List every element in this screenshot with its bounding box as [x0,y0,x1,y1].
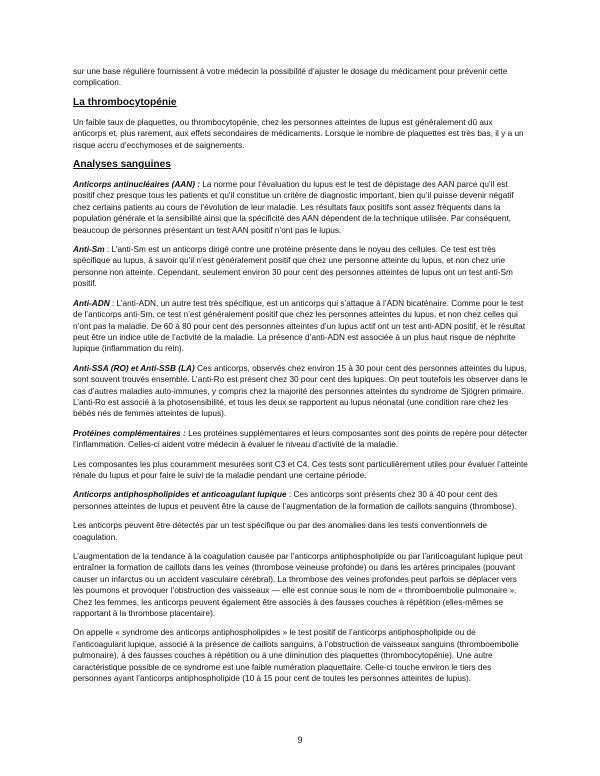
aan-term: Anticorps antinucléaires (AAN) : [73,180,200,190]
blood-tests-heading: Analyses sanguines [73,159,171,171]
antiphospholipid-term: Anticorps antiphospholipides et anticoagulant lupique [73,490,287,500]
intro-continuation-paragraph: sur une base régulière fournissent à votre médecin la possibilité d’ajuster le dosage du médicament pour prévenir cette complication. [73,67,508,88]
anti-adn-text: : L’anti-ADN, un autre test très spécifique, est un anticorps qui s’attaque à l’ADN bicaténaire. Comme pour le test de l’anticorps anti-Sm, ce test n’est généralement positif que chez les personnes atteintes du lupus, et non chez celles qui n’ont pas la maladie. De 60 à 80 pour cent des personnes atteintes d’un lupus actif ont un test anti-ADN positif, et le résultat peut être un indice utile de l’activité de la maladie. La présence d’anti-ADN est associée à un plus haut risque de néphrite lupique (inflammation du rein). [73,298,526,354]
anti-adn-term: Anti-ADN [73,298,110,308]
thrombocytopenia-heading: La thrombocytopénie [73,96,177,108]
complement-term: Protéines complémentaires : [73,428,186,438]
anti-adn-paragraph [73,298,528,355]
coagulation-paragraph: L’augmentation de la tendance à la coagulation causée par l’anticorps antiphospholipide ou par l’anticoagulant lupique peut entraîner la formation de caillots dans les veines (thrombose veineuse profonde) ou dans les artères principales (pouvant causer un infarctus ou un accident vasculaire cérébral). La thrombose des veines profondes peut parfois se déplacer vers les poumons et provoquer l’obstruction des vaisseaux — elle est connue sous le nom de « thromboembolie pulmonaire ». Chez les femmes, les anticorps peuvent également être associés à des fausses couches à répétition (elles-mêmes se rapportant à la thrombose placentaire). [73,552,523,619]
page-number: 9 [297,735,303,745]
aan-text: La norme pour l’évaluation du lupus est le test de dépistage des AAN parce qu’il est positif chez presque tous les patients et qu’il constitue un critère de diagnostic important, bien qu’il puisse devenir négatif chez certains patients au cours de l’évolution de leur maladie. Les résultats faux positifs sont assez fréquents dans la population générale et la sensibilité ainsi que la spécificité des AAN dépendent de la technique utilisée. Par conséquent, beaucoup de personnes présentant un test AAN positif n’ont pas le lupus. [73,180,514,235]
syndrome-paragraph: On appelle « syndrome des anticorps antiphospholipides » le test positif de l’anticorps antiphospholipide ou de l’anticoagulant lupique, associé à la présence de caillots sanguins, à l’obstruction de vaisseaux sanguins (thromboembolie pulmonaire), à des fausses couches à répétition ou à une diminution des plaquettes (thrombocytopénie). Une autre caractéristique possible de ce syndrome est une faible numération plaquettaire. Celle-ci touche environ le tiers des personnes ayant l’anticorps antiphospholipide (10 à 15 pour cent de toutes les personnes atteintes de lupus). [73,628,519,684]
anti-ssa-term: Anti-SSA (RO) et Anti-SSB (LA) [73,363,195,373]
aan-paragraph [73,179,528,236]
anti-sm-text: : L’anti-Sm est un anticorps dirigé contre une protéine présente dans le noyau des cellules. Ce test est très spécifique au lupus, à savoir qu’il n’est généralement positif que chez une personne atteinte du lupus, et non chez une personne non atteinte. Cependant, seulement environ 30 pour cent des personnes atteintes de lupus ont un test anti-Sm positif. [73,245,513,289]
complement-followup-paragraph: Les composantes les plus couramment mesurées sont C3 et C4. Ces tests sont particulièrement utiles pour évaluer l’atteinte rénale du lupus et pour faire le suivi de la maladie pendant une certaine période. [73,459,528,480]
antiphospholipid-paragraph [73,489,528,512]
complement-paragraph [73,428,528,451]
complement-text: Les protéines supplémentaires et leurs composantes sont des points de repère pour détecter l’inflammation. Celles-ci aident votre médecin à évaluer le niveau d’activité de la maladie. [73,428,528,450]
anti-sm-paragraph [73,244,528,290]
thrombocytopenia-paragraph: Un faible taux de plaquettes, ou thrombocytopénie, chez les personnes atteintes de lupus est généralement dû aux anticorps et, plus rarement, aux effets secondaires de médicaments. Lorsque le nombre de plaquettes est très bas, il y a un risque accru d’ecchymoses et de saignements. [73,117,524,150]
anti-ssa-paragraph [73,363,528,420]
antiphospholipid-detection-paragraph: Les anticorps peuvent être détectés par un test spécifique ou par des anomalies dans les tests conventionnels de coagulation. [73,521,488,542]
antiphospholipid-text: : Ces anticorps sont présents chez 30 à 40 pour cent des personnes atteintes de lupus et peuvent être la cause de l’augmentation de la formation de caillots sanguins (thrombose). [73,490,517,511]
anti-ssa-text: Ces anticorps, observés chez environ 15 à 30 pour cent des personnes atteintes du lupus, sont souvent trouvés ensemble. L’anti-Ro est présent chez 30 pour cent des lupiques. On peut toutefois les observer dans le cas d’autres maladies auto-immunes, y compris chez la majorité des personnes atteintes du syndrome de Sjögren primaire. L’anti-Ro est associé à la photosensibilité, et tous les deux se rapportent au lupus néonatal (une condition rare chez les bébés nés de femmes atteintes de lupus). [73,363,528,419]
anti-sm-term: Anti-Sm [73,245,105,255]
